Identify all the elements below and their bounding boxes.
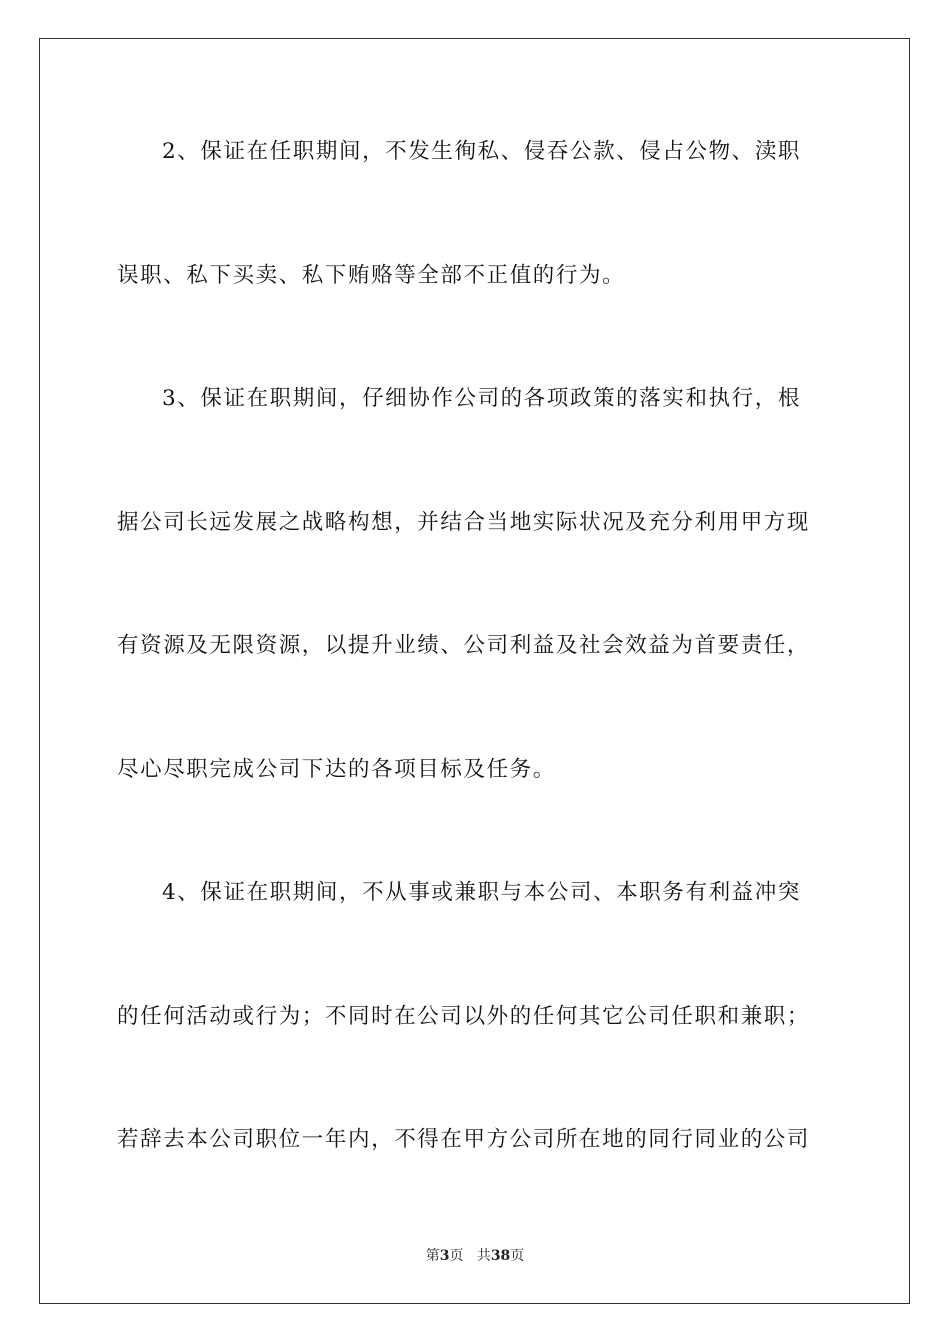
paragraph-4-line-2: 的任何活动或行为；不同时在公司以外的任何其它公司任职和兼职； (117, 1004, 811, 1029)
footer-total-suffix: 页 (510, 1248, 525, 1264)
page-border (39, 38, 910, 1304)
paragraph-2-line-1: 2、保证在任职期间，不发生徇私、侵吞公款、侵占公物、渎职 (162, 139, 801, 164)
paragraph-4-line-1: 4、保证在职期间，不从事或兼职与本公司、本职务有利益冲突 (162, 880, 801, 905)
paragraph-2-line-2: 误职、私下买卖、私下贿赂等全部不正值的行为。 (117, 263, 626, 288)
footer-total-prefix: 共 (476, 1248, 491, 1264)
paragraph-4-line-3: 若辞去本公司职位一年内，不得在甲方公司所在地的同行同业的公司 (117, 1127, 811, 1152)
paragraph-3-line-3: 有资源及无限资源，以提升业绩、公司利益及社会效益为首要责任， (117, 633, 811, 658)
footer-page-suffix: 页 (449, 1248, 464, 1264)
total-page-number: 38 (490, 1248, 511, 1264)
footer-prefix: 第 (425, 1248, 440, 1264)
paragraph-3-line-4: 尽心尽职完成公司下达的各项目标及任务。 (117, 757, 556, 782)
page-footer (0, 1247, 950, 1265)
paragraph-3-line-2: 据公司长远发展之战略构想，并结合当地实际状况及充分利用甲方现 (117, 510, 811, 535)
current-page-number: 3 (439, 1248, 450, 1264)
paragraph-3-line-1: 3、保证在职期间，仔细协作公司的各项政策的落实和执行，根 (162, 386, 801, 411)
